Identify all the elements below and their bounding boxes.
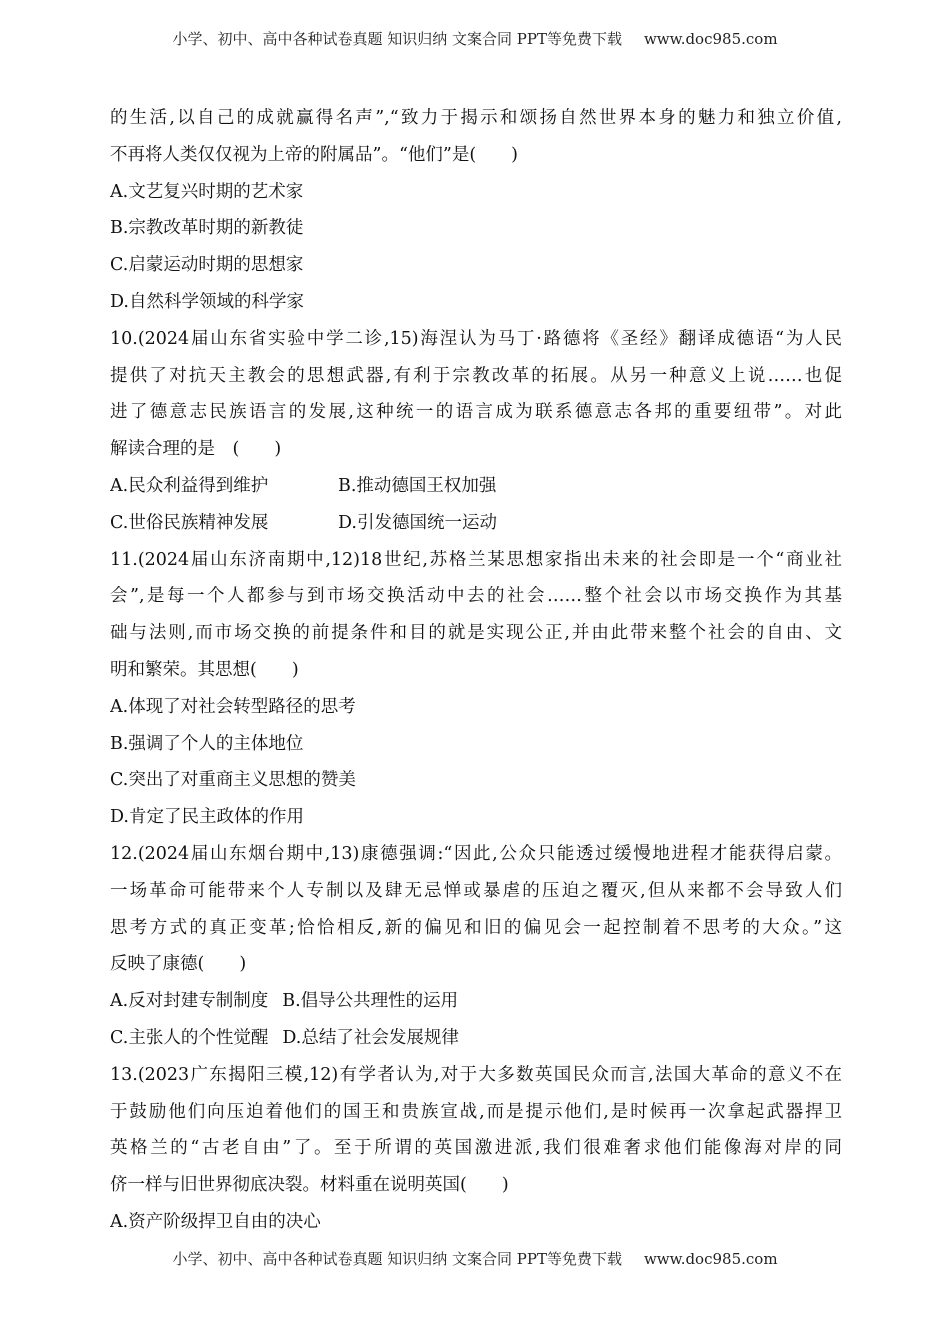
question-stem-line: 思考方式的真正变革;恰恰相反,新的偏见和旧的偏见会一起控制着不思考的大众。”这: [110, 917, 842, 938]
question-9: [110, 100, 842, 321]
question-stem-line: 于鼓励他们向压迫着他们的国王和贵族宣战,而是提示他们,是时候再一次拿起武器捍卫: [110, 1101, 842, 1122]
page-footer: [0, 1248, 950, 1269]
question-stem-line: 13.(2023广东揭阳三模,12)有学者认为,对于大多数英国民众而言,法国大革命的意义不在: [110, 1064, 842, 1085]
option-d: D.引发德国统一运动: [338, 512, 497, 533]
question-stem-line: 会”,是每一个人都参与到市场交换活动中去的社会……整个社会以市场交换作为其基: [110, 586, 842, 607]
question-stem-line: 侪一样与旧世界彻底决裂。材料重在说明英国( ): [110, 1175, 509, 1196]
option-b: B.宗教改革时期的新教徒: [110, 218, 304, 239]
question-stem-line: 英格兰的“古老自由”了。至于所谓的英国激进派,我们很难奢求他们能像海对岸的同: [110, 1138, 842, 1159]
header-text: 小学、初中、高中各种试卷真题 知识归纳 文案合同 PPT等免费下载: [172, 30, 622, 48]
option-d: D.总结了社会发展规律: [282, 1027, 459, 1048]
question-stem-line: 反映了康德( ): [110, 954, 247, 975]
question-stem-line: 明和繁荣。其思想( ): [110, 659, 299, 680]
option-row: [110, 505, 842, 542]
option-b: B.倡导公共理性的运用: [282, 991, 459, 1012]
question-stem-line: 12.(2024届山东烟台期中,13)康德强调:“因此,公众只能透过缓慢地进程才能获得启蒙。: [110, 843, 842, 864]
option-c: C.主张人的个性觉醒: [110, 1027, 269, 1048]
option-c: C.启蒙运动时期的思想家: [110, 255, 304, 276]
question-11: [110, 542, 842, 836]
question-12: [110, 836, 842, 1057]
option-row: [110, 1020, 842, 1057]
question-10: [110, 321, 842, 542]
header-url: www.doc985.com: [643, 30, 778, 48]
option-a: A.民众利益得到维护: [110, 475, 269, 496]
question-stem-line: 11.(2024届山东济南期中,12)18世纪,苏格兰某思想家指出未来的社会即是一个“商业社: [110, 549, 842, 570]
footer-url: www.doc985.com: [643, 1250, 778, 1268]
option-a: A.体现了对社会转型路径的思考: [110, 696, 356, 717]
page-header: [0, 28, 950, 49]
question-13: [110, 1057, 842, 1241]
question-stem-line: 一场革命可能带来个人专制以及肆无忌惮或暴虐的压迫之覆灭,但从来都不会导致人们: [110, 880, 842, 901]
question-stem-line: 10.(2024届山东省实验中学二诊,15)海涅认为马丁·路德将《圣经》翻译成德语“为人民: [110, 328, 842, 349]
question-stem-line: 提供了对抗天主教会的思想武器,有利于宗教改革的拓展。从另一种意义上说……也促: [110, 365, 842, 386]
footer-text: 小学、初中、高中各种试卷真题 知识归纳 文案合同 PPT等免费下载: [172, 1250, 622, 1268]
option-row: [110, 983, 842, 1020]
option-row: [110, 468, 842, 505]
option-a: A.文艺复兴时期的艺术家: [110, 181, 304, 202]
option-b: B.强调了个人的主体地位: [110, 733, 304, 754]
question-stem-line: 进了德意志民族语言的发展,这种统一的语言成为联系德意志各邦的重要纽带”。对此: [110, 402, 842, 423]
question-stem-line: 的生活,以自己的成就赢得名声”,“致力于揭示和颂扬自然世界本身的魅力和独立价值,: [110, 108, 842, 128]
option-d: D.肯定了民主政体的作用: [110, 807, 304, 828]
option-a: A.资产阶级捍卫自由的决心: [110, 1211, 321, 1232]
option-b: B.推动德国王权加强: [338, 475, 497, 496]
option-c: C.突出了对重商主义思想的赞美: [110, 770, 356, 791]
option-c: C.世俗民族精神发展: [110, 512, 269, 533]
option-a: A.反对封建专制制度: [110, 991, 269, 1012]
question-stem-line: 础与法则,而市场交换的前提条件和目的就是实现公正,并由此带来整个社会的自由、文: [110, 623, 842, 644]
option-d: D.自然科学领域的科学家: [110, 291, 304, 312]
document-body: [110, 100, 842, 1241]
question-stem-line: 不再将人类仅仅视为上帝的附属品”。“他们”是( ): [110, 144, 518, 165]
question-stem-line: 解读合理的是 ( ): [110, 439, 282, 460]
